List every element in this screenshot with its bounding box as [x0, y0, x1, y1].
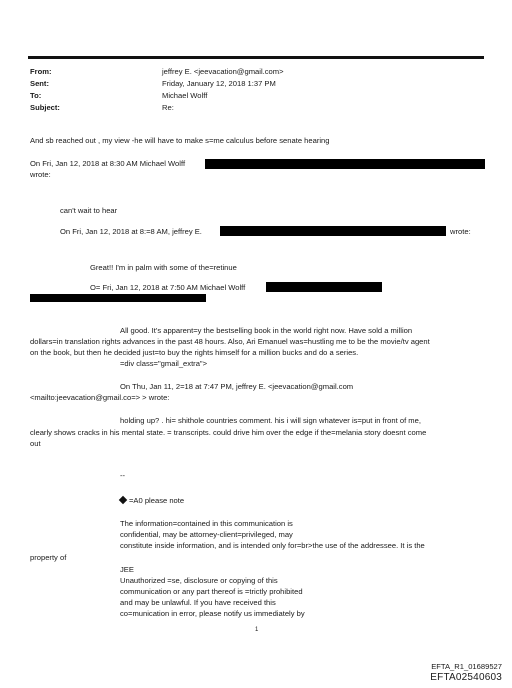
- to-value: Michael Wolff: [162, 91, 208, 100]
- page-number: 1: [255, 627, 259, 633]
- quote-1-line-b: wrote:: [30, 170, 51, 179]
- note-line: [120, 496, 184, 506]
- reply-2: Great!! I'm in palm with some of the=retinue: [90, 263, 237, 272]
- to-label: To:: [30, 91, 42, 100]
- paragraph-1-line-3: on the book, but then he decided just=to buy the rights himself for a million bucks and do a series.: [30, 348, 359, 357]
- quote-2-end: wrote:: [450, 227, 471, 236]
- note-label: =A0 please note: [129, 496, 185, 505]
- paragraph-1-line-4: =div class="gmail_extra">: [120, 359, 208, 368]
- subject-value: Re:: [162, 103, 174, 112]
- redaction-2: [220, 226, 446, 236]
- paragraph-2-line-3: out: [30, 439, 41, 448]
- sent-label: Sent:: [30, 79, 49, 88]
- subject-label: Subject:: [30, 103, 60, 112]
- redaction-1: [205, 159, 485, 169]
- bates-number-1: EFTA_R1_01689527: [431, 662, 502, 671]
- paragraph-1-line-2: dollars=in translation rights advances in the past 48 hours. Also, Ari Emanuel was=hustling me to be the movie/tv agent: [30, 337, 430, 346]
- disclaimer-line-1: The information=contained in this communication is: [120, 519, 293, 528]
- disclaimer-line-8: and may be unlawful. If you have received this: [120, 598, 276, 607]
- disclaimer-line-3: constitute inside information, and is intended only for=br>the use of the addressee. It is the: [120, 541, 425, 550]
- body-line-1: And sb reached out , my view -he will have to make s=me calculus before senate hearing: [30, 136, 330, 145]
- disclaimer-line-7: communication or any part thereof is =trictly prohibited: [120, 587, 303, 596]
- from-label: From:: [30, 67, 52, 76]
- paragraph-2-line-1: holding up? . hi= shithole countries comment. his i will sign whatever is=put in front of me,: [120, 416, 421, 425]
- paragraph-2-line-2: clearly shows cracks in his mental state. = transcripts. could drive him over the edge if the=melania story doesnt come: [30, 428, 427, 437]
- reply-1: can't wait to hear: [60, 206, 118, 215]
- quote-4-line-2: <mailto:jeevacation@gmail.co=> > wrote:: [30, 393, 170, 402]
- disclaimer-line-5: JEE: [120, 565, 134, 574]
- disclaimer-line-9: co=munication in error, please notify us immediately by: [120, 609, 305, 618]
- bates-number-2: EFTA02540603: [430, 672, 502, 683]
- from-value: jeffrey E. <jeevacation@gmail.com>: [162, 67, 284, 76]
- quote-4-line-1: On Thu, Jan 11, 2=18 at 7:47 PM, jeffrey E. <jeevacation@gmail.com: [120, 382, 354, 391]
- paragraph-1-line-1: All good. It's apparent=y the bestselling book in the world right now. Have sold a million: [120, 326, 413, 335]
- quote-2: On Fri, Jan 12, 2018 at 8:=8 AM, jeffrey E.: [60, 227, 202, 236]
- redaction-4: [30, 294, 206, 302]
- header-rule: [28, 56, 484, 59]
- sent-value: Friday, January 12, 2018 1:37 PM: [162, 79, 276, 88]
- diamond-glyph-icon: [119, 496, 127, 504]
- quote-1-line-a: On Fri, Jan 12, 2018 at 8:30 AM Michael Wolff: [30, 159, 186, 168]
- redaction-3: [266, 282, 382, 292]
- disclaimer-line-2: confidential, may be attorney-client=privileged, may: [120, 530, 293, 539]
- quote-3: O= Fri, Jan 12, 2018 at 7:50 AM Michael Wolff: [90, 283, 246, 292]
- signature-separator: --: [120, 471, 126, 480]
- disclaimer-line-6: Unauthorized =se, disclosure or copying of this: [120, 576, 278, 585]
- disclaimer-line-4: property of: [30, 553, 67, 562]
